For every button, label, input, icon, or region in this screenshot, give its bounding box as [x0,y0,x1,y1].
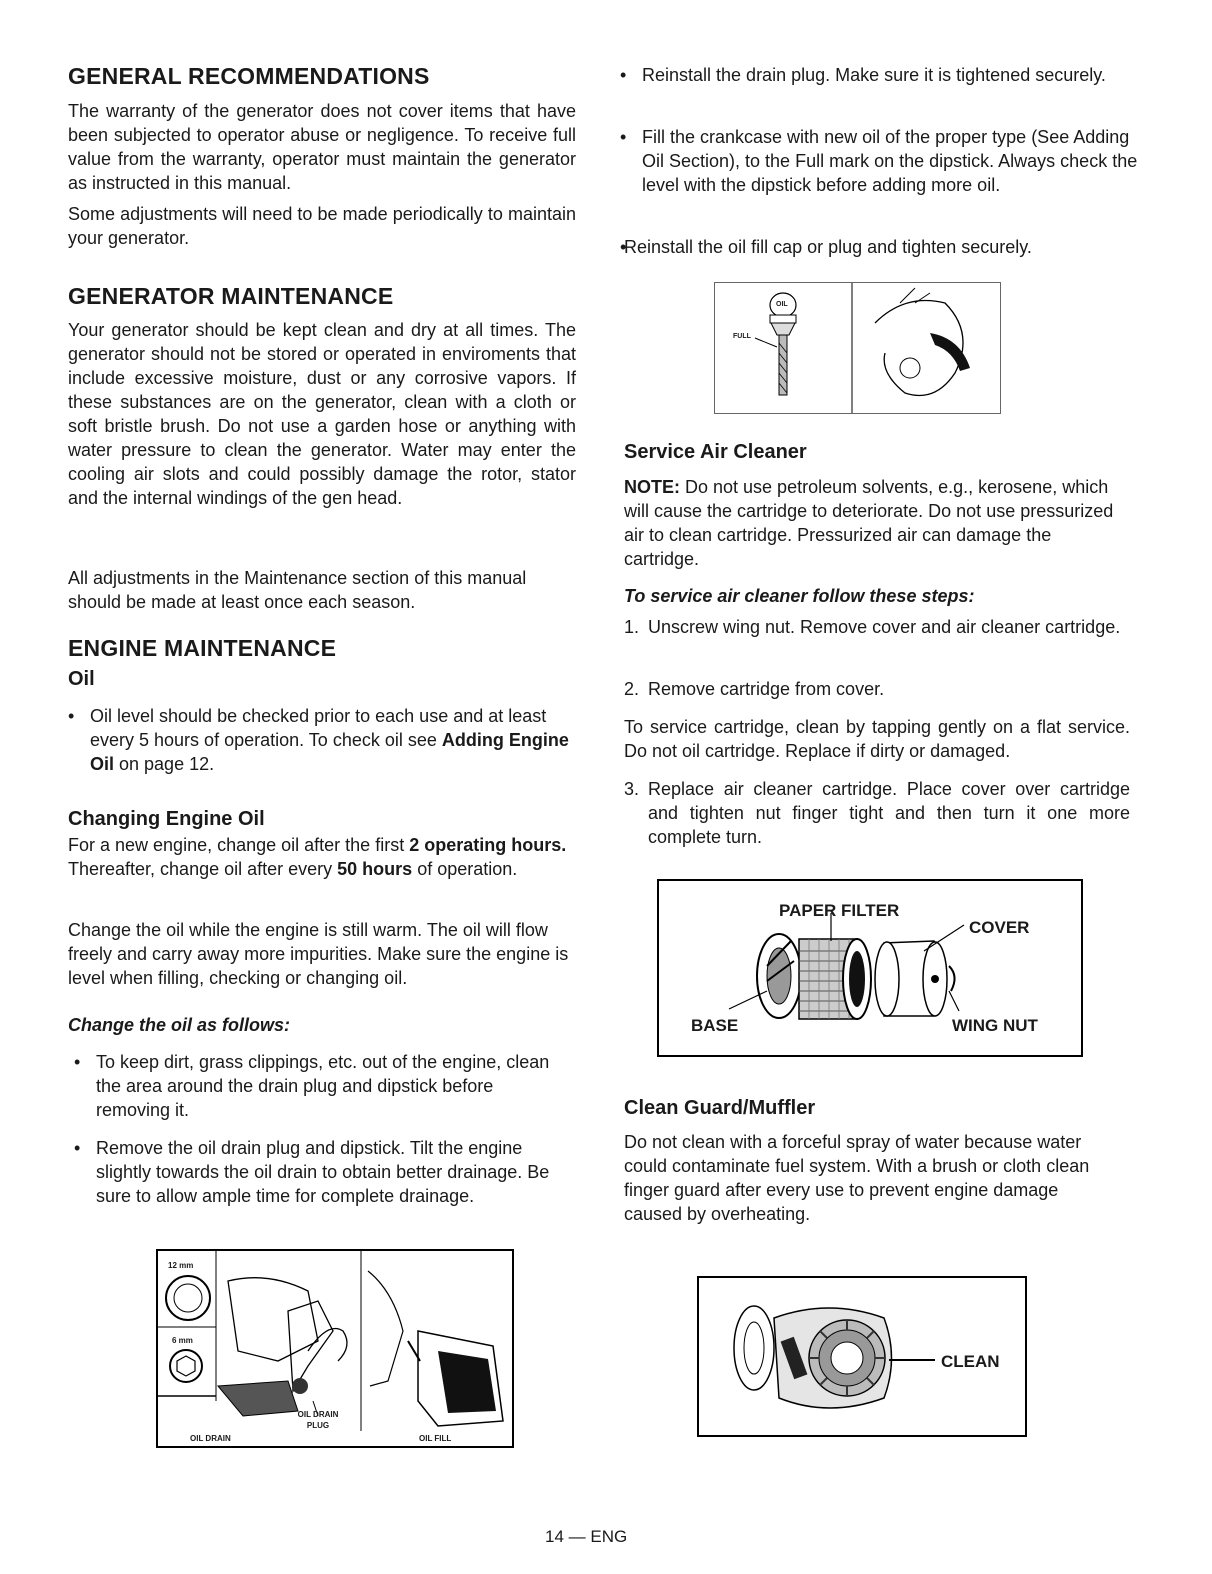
service-air-cleaner-note: NOTE: Do not use petroleum solvents, e.g., kerosene, which will cause the cartridge to deteriorate. Do not use pressurized air to clean cartridge. Pressurized air can damage the cartridge. [624,477,1114,569]
oil-drain-figure [156,1249,514,1448]
reinstall-fill-cap-bullet: • Reinstall the oil fill cap or plug and tighten securely. [614,235,1134,259]
step-2: 2. Remove cartridge from cover. [624,679,885,699]
changing-engine-oil-paragraph: For a new engine, change oil after the first 2 operating hours. Thereafter, change oil after every 50 hours of operation. [68,835,567,879]
step-3: 3. Replace air cleaner cartridge. Place cover over cartridge and tighten nut finger tight and then turn it one more complete turn. [624,779,1130,847]
service-air-cleaner-steps-title: To service air cleaner follow these steps: [624,586,975,606]
clean-area-bullet: • To keep dirt, grass clippings, etc. out of the engine, clean the area around the drain plug and dipstick before removing it. [68,1050,554,1122]
oil-check-bullet: • Oil level should be checked prior to each use and at least every 5 hours of operation. To check oil see Adding Engine Oil on page 12. [62,704,576,776]
label-oil-fill: OIL FILL [419,1434,452,1443]
page-number: 14 — ENG [545,1527,628,1546]
clean-guard-muffler-paragraph: Do not clean with a forceful spray of water because water could contaminate fuel system. With a brush or cloth clean finger guard after every use to prevent engine damage caused by overheating. [624,1132,1090,1224]
muffler-guard-figure [697,1276,1027,1437]
label-6mm: 6 mm [172,1336,193,1345]
change-oil-steps-title: Change the oil as follows: [68,1015,291,1035]
general-recommendations-paragraph: The warranty of the generator does not cover items that have been subjected to operator abuse or negligence. To receive full value from the warranty, operator must maintain the generator as instructed in this manual. [68,101,576,193]
changing-engine-oil-paragraph-2: Change the oil while the engine is still warm. The oil will flow freely and carry away more impurities. Make sure the engine is level when filling, checking or changing oil. [68,920,569,988]
adding-engine-oil-link: Adding Engine Oil [90,730,569,774]
label-oil-drain: OIL DRAIN [190,1434,231,1443]
label-cover: COVER [969,918,1030,937]
reinstall-drain-plug-bullet: • Reinstall the drain plug. Make sure it is tightened securely. [614,63,1112,87]
general-recommendations-paragraph-2: Some adjustments will need to be made periodically to maintain your generator. [68,204,576,248]
dipstick-figure [714,282,1001,414]
label-base: BASE [691,1016,739,1035]
label-oil-drain-plug: OIL DRAIN PLUG [297,1410,339,1430]
engine-maintenance-title: ENGINE MAINTENANCE [68,635,337,661]
label-full: FULL [733,333,751,340]
oil-subtitle: Oil [68,668,95,690]
general-recommendations-title: GENERAL RECOMMENDATIONS [68,63,430,89]
generator-maintenance-title: GENERATOR MAINTENANCE [68,283,394,309]
generator-maintenance-paragraph: Your generator should be kept clean and dry at all times. The generator should not be stored or operated in enviroments that include excessive moisture, dust or any corrosive vapors. If these substances are on the generator, clean with a cloth or soft bristle brush. Do not use a garden hose or anything with water pressure to clean the generator. Water may enter the cooling air slots and could possibly damage the rotor, stator and the internal windings of the gen head. [68,320,576,508]
service-air-cleaner-title: Service Air Cleaner [624,441,807,463]
label-clean: CLEAN [941,1352,1000,1371]
service-cartridge-paragraph: To service cartridge, clean by tapping gently on a flat service. Do not oil cartridge. Replace if dirty or damaged. [624,717,1130,761]
changing-engine-oil-title: Changing Engine Oil [68,808,265,830]
fill-crankcase-bullet: • Fill the crankcase with new oil of the proper type (See Adding Oil Section), to the Full mark on the dipstick. Always check the level with the dipstick before adding more oil. [614,125,1152,197]
remove-drain-plug-bullet: • Remove the oil drain plug and dipstick. Tilt the engine slightly towards the oil drain to obtain better drainage. Be sure to allow ample time for complete drainage. [68,1136,566,1208]
step-1: 1. Unscrew wing nut. Remove cover and air cleaner cartridge. [624,617,1121,637]
label-oil-cap: OIL [776,301,788,308]
clean-guard-muffler-title: Clean Guard/Muffler [624,1097,816,1119]
label-12mm: 12 mm [168,1261,194,1270]
air-filter-figure [657,879,1083,1057]
dipstick-illustration [715,283,1000,413]
label-paper-filter: PAPER FILTER [779,901,900,920]
label-wing-nut: WING NUT [952,1016,1038,1035]
generator-maintenance-paragraph-2: All adjustments in the Maintenance section of this manual should be made at least once each season. [68,568,527,612]
